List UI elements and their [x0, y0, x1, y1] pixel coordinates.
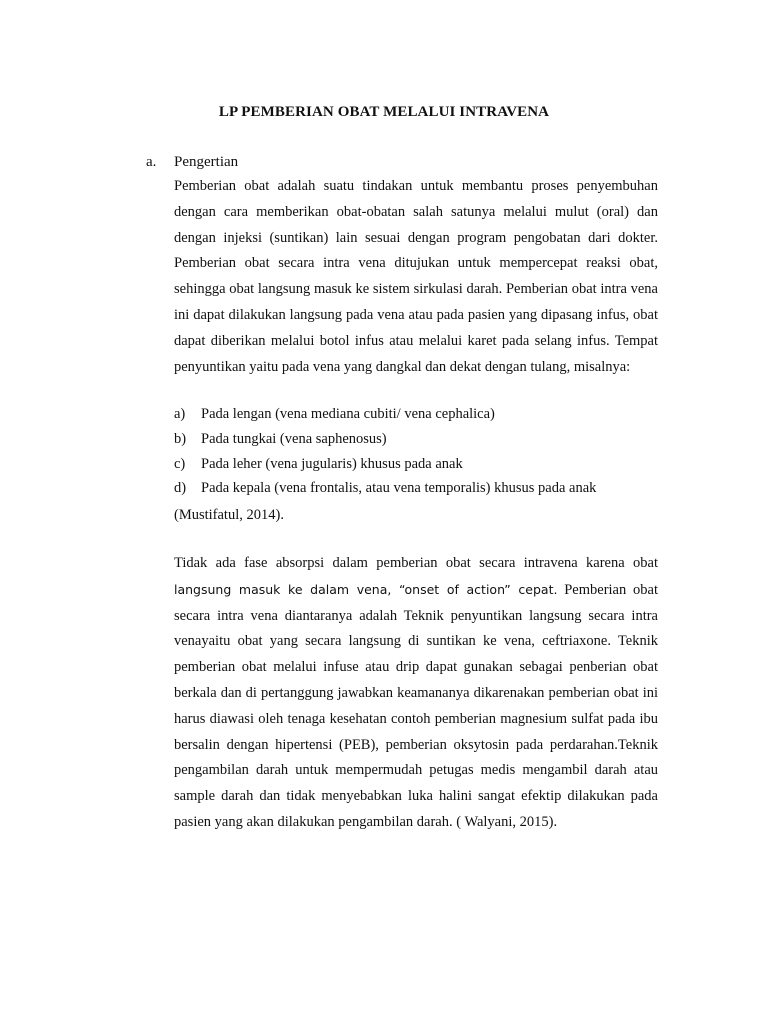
list-item-text: Pada lengan (vena mediana cubiti/ vena cephalica) — [201, 406, 495, 422]
paragraph-part: Tidak ada fase absorpsi dalam pemberian obat secara intravena karena obat — [174, 555, 658, 571]
list-item — [174, 476, 658, 501]
list-item-marker: a) — [174, 406, 186, 422]
list-item-marker: b) — [174, 430, 187, 447]
list-item — [174, 452, 658, 477]
list-item-text: Pada kepala (vena frontalis, atau vena temporalis) khusus pada anak — [201, 480, 597, 497]
document-title: LP PEMBERIAN OBAT MELALUI INTRAVENA — [218, 104, 550, 120]
section-marker: a. — [146, 154, 157, 170]
list-item-marker: d) — [174, 480, 187, 497]
list-item — [174, 427, 658, 452]
paragraph-part: Pemberian obat secara intra vena diantaranya adalah Teknik penyuntikan langsung secara intra venayaitu obat yang secara langsung di suntikan ke vena, ceftriaxone. Teknik pemberian obat melalui infuse atau drip dapat gunakan sebagai penberian obat berkala dan di pertanggung jawabkan keamananya dikarenakan pemberian obat ini harus diawasi oleh tenaga kesehatan contoh pemberian magnesium sulfat pada ibu bersalin dengan hipertensi (PEB), pemberian oksytosin pada perdarahan.Teknik pengambilan darah untuk mempermudah petugas medis mengambil darah atau sample darah dan tidak menyebabkan luka halini sangat efektip dilakukan pada pasien yang akan dilakukan pengambilan darah. ( Walyani, 2015). — [174, 581, 658, 830]
paragraph-absorption — [174, 551, 658, 836]
citation: (Mustifatul, 2014). — [174, 507, 284, 523]
list-item — [174, 402, 658, 427]
paragraph-part-sans: langsung masuk ke dalam vena, “onset of action” cepat. — [174, 581, 558, 597]
list-item-marker: c) — [174, 455, 186, 472]
injection-site-list — [174, 402, 658, 501]
list-item-text: Pada tungkai (vena saphenosus) — [201, 430, 387, 447]
list-item-text: Pada leher (vena jugularis) khusus pada anak — [201, 455, 463, 472]
paragraph-definition: Pemberian obat adalah suatu tindakan untuk membantu proses penyembuhan dengan cara memberikan obat-obatan salah satunya melalui mulut (oral) dan dengan injeksi (suntikan) lain sesuai dengan program pengobatan dari dokter. Pemberian obat secara intra vena ditujukan untuk mempercepat reaksi obat, sehingga obat langsung masuk ke sistem sirkulasi darah. Pemberian obat intra vena ini dapat dilakukan langsung pada vena atau pada pasien yang dipasang infus, obat dapat diberikan melalui botol infus atau melalui karet pada selang infus. Tempat penyuntikan yaitu pada vena yang dangkal dan dekat dengan tulang, misalnya: — [174, 178, 658, 375]
section-heading: Pengertian — [174, 154, 239, 170]
